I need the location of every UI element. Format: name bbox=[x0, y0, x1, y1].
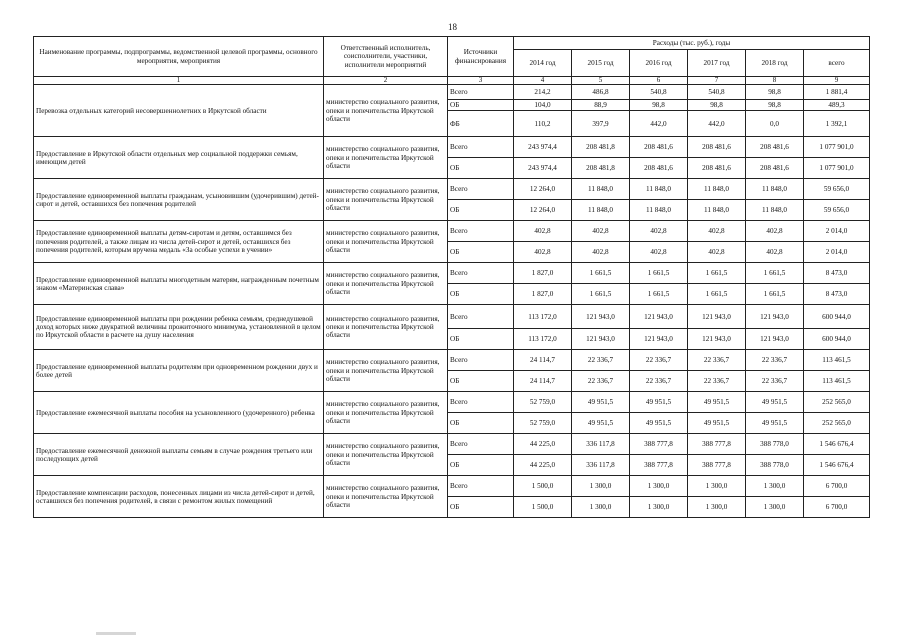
year-value: 121 943,0 bbox=[746, 329, 804, 350]
total-value: 59 656,0 bbox=[804, 200, 870, 221]
executor: министерство социального развития, опеки и попечительства Иркутской области bbox=[324, 137, 448, 179]
total-value: 6 700,0 bbox=[804, 497, 870, 518]
funding-source: Всего bbox=[448, 221, 514, 242]
year-value: 214,2 bbox=[514, 85, 572, 100]
year-value: 98,8 bbox=[746, 100, 804, 111]
year-value: 388 778,0 bbox=[746, 434, 804, 455]
year-value: 388 777,8 bbox=[688, 455, 746, 476]
table-row bbox=[34, 85, 870, 100]
year-value: 22 336,7 bbox=[572, 371, 630, 392]
funding-source: ОБ bbox=[448, 455, 514, 476]
activity-name: Предоставление ежемесячной денежной выплаты семьям в случае рождения третьего или последующих детей bbox=[34, 434, 324, 476]
funding-source: ОБ bbox=[448, 242, 514, 263]
year-value: 98,8 bbox=[688, 100, 746, 111]
activity-name: Предоставление единовременной выплаты многодетным матерям, награжденным почетным знаком «Материнская слава» bbox=[34, 263, 324, 305]
header-executor: Ответственный исполнитель, соисполнители, участники, исполнители мероприятий bbox=[324, 37, 448, 77]
year-value: 11 848,0 bbox=[688, 200, 746, 221]
funding-source: ОБ bbox=[448, 497, 514, 518]
year-value: 22 336,7 bbox=[688, 371, 746, 392]
year-value: 12 264,0 bbox=[514, 200, 572, 221]
year-value: 52 759,0 bbox=[514, 413, 572, 434]
year-value: 113 172,0 bbox=[514, 329, 572, 350]
total-value: 252 565,0 bbox=[804, 392, 870, 413]
table-row bbox=[34, 263, 870, 284]
total-value: 252 565,0 bbox=[804, 413, 870, 434]
activity-name: Предоставление в Иркутской области отдельных мер социальной поддержки семьям, имеющим детей bbox=[34, 137, 324, 179]
year-value: 113 172,0 bbox=[514, 305, 572, 329]
year-value: 1 500,0 bbox=[514, 476, 572, 497]
total-value: 59 656,0 bbox=[804, 179, 870, 200]
total-value: 600 944,0 bbox=[804, 305, 870, 329]
year-value: 1 661,5 bbox=[572, 263, 630, 284]
year-value: 98,8 bbox=[630, 100, 688, 111]
year-value: 208 481,6 bbox=[688, 137, 746, 158]
total-value: 2 014,0 bbox=[804, 242, 870, 263]
total-value: 489,3 bbox=[804, 100, 870, 111]
year-value: 1 300,0 bbox=[630, 476, 688, 497]
activity-name: Предоставление единовременной выплаты при рождении ребенка семьям, среднедушевой доход которых ниже двукратной величины прожиточного минимума, установленной в целом по Иркутской области в расчете на душу населения bbox=[34, 305, 324, 350]
year-value: 52 759,0 bbox=[514, 392, 572, 413]
year-value: 49 951,5 bbox=[688, 392, 746, 413]
year-value: 98,8 bbox=[746, 85, 804, 100]
year-value: 22 336,7 bbox=[572, 350, 630, 371]
year-value: 243 974,4 bbox=[514, 158, 572, 179]
total-value: 8 473,0 bbox=[804, 284, 870, 305]
year-value: 1 300,0 bbox=[688, 497, 746, 518]
executor: министерство социального развития, опеки и попечительства Иркутской области bbox=[324, 305, 448, 350]
year-value: 49 951,5 bbox=[688, 413, 746, 434]
year-value: 12 264,0 bbox=[514, 179, 572, 200]
year-value: 388 777,8 bbox=[688, 434, 746, 455]
year-value: 44 225,0 bbox=[514, 455, 572, 476]
total-value: 6 700,0 bbox=[804, 476, 870, 497]
year-value: 49 951,5 bbox=[572, 392, 630, 413]
executor: министерство социального развития, опеки и попечительства Иркутской области bbox=[324, 350, 448, 392]
year-value: 44 225,0 bbox=[514, 434, 572, 455]
year-value: 1 661,5 bbox=[630, 263, 688, 284]
year-value: 22 336,7 bbox=[746, 371, 804, 392]
year-value: 1 827,0 bbox=[514, 284, 572, 305]
year-value: 121 943,0 bbox=[630, 305, 688, 329]
year-value: 11 848,0 bbox=[630, 200, 688, 221]
year-value: 540,8 bbox=[688, 85, 746, 100]
funding-source: Всего bbox=[448, 263, 514, 284]
year-value: 388 777,8 bbox=[630, 455, 688, 476]
funding-source: ОБ bbox=[448, 158, 514, 179]
year-value: 402,8 bbox=[746, 221, 804, 242]
year-value: 1 300,0 bbox=[746, 497, 804, 518]
funding-source: ОБ bbox=[448, 371, 514, 392]
year-value: 402,8 bbox=[572, 221, 630, 242]
budget-table bbox=[33, 36, 870, 518]
year-value: 486,8 bbox=[572, 85, 630, 100]
year-value: 110,2 bbox=[514, 111, 572, 137]
year-value: 397,9 bbox=[572, 111, 630, 137]
year-value: 402,8 bbox=[688, 242, 746, 263]
year-value: 1 300,0 bbox=[746, 476, 804, 497]
funding-source: Всего bbox=[448, 392, 514, 413]
year-value: 121 943,0 bbox=[572, 305, 630, 329]
funding-source: Всего bbox=[448, 350, 514, 371]
year-value: 11 848,0 bbox=[746, 200, 804, 221]
funding-source: Всего bbox=[448, 137, 514, 158]
year-value: 208 481,8 bbox=[572, 158, 630, 179]
total-value: 2 014,0 bbox=[804, 221, 870, 242]
executor: министерство социального развития, опеки и попечительства Иркутской области bbox=[324, 179, 448, 221]
header-source: Источники финансирования bbox=[448, 37, 514, 77]
year-value: 24 114,7 bbox=[514, 350, 572, 371]
funding-source: Всего bbox=[448, 85, 514, 100]
header-year: 2015 год bbox=[572, 50, 630, 77]
year-value: 121 943,0 bbox=[688, 305, 746, 329]
table-row bbox=[34, 392, 870, 413]
column-number: 7 bbox=[688, 77, 746, 85]
funding-source: ОБ bbox=[448, 413, 514, 434]
funding-source: ОБ bbox=[448, 329, 514, 350]
year-value: 208 481,6 bbox=[630, 158, 688, 179]
year-value: 336 117,8 bbox=[572, 455, 630, 476]
funding-source: ОБ bbox=[448, 200, 514, 221]
column-number: 1 bbox=[34, 77, 324, 85]
year-value: 49 951,5 bbox=[630, 413, 688, 434]
year-value: 1 300,0 bbox=[572, 476, 630, 497]
year-value: 336 117,8 bbox=[572, 434, 630, 455]
column-number: 2 bbox=[324, 77, 448, 85]
year-value: 49 951,5 bbox=[746, 413, 804, 434]
year-value: 22 336,7 bbox=[746, 350, 804, 371]
year-value: 11 848,0 bbox=[630, 179, 688, 200]
funding-source: Всего bbox=[448, 476, 514, 497]
year-value: 388 777,8 bbox=[630, 434, 688, 455]
total-value: 1 546 676,4 bbox=[804, 455, 870, 476]
activity-name: Предоставление ежемесячной выплаты пособия на усыновленного (удочеренного) ребенка bbox=[34, 392, 324, 434]
year-value: 208 481,6 bbox=[746, 158, 804, 179]
table-row bbox=[34, 137, 870, 158]
year-value: 442,0 bbox=[630, 111, 688, 137]
year-value: 208 481,6 bbox=[746, 137, 804, 158]
executor: министерство социального развития, опеки и попечительства Иркутской области bbox=[324, 476, 448, 518]
year-value: 208 481,8 bbox=[572, 137, 630, 158]
funding-source: ОБ bbox=[448, 284, 514, 305]
total-value: 113 461,5 bbox=[804, 371, 870, 392]
total-value: 1 881,4 bbox=[804, 85, 870, 100]
activity-name: Предоставление компенсации расходов, понесенных лицами из числа детей-сирот и детей, оставшихся без попечения родителей, в связи с ремонтом жилых помещений bbox=[34, 476, 324, 518]
year-value: 121 943,0 bbox=[630, 329, 688, 350]
year-value: 402,8 bbox=[688, 221, 746, 242]
year-value: 388 778,0 bbox=[746, 455, 804, 476]
year-value: 1 300,0 bbox=[630, 497, 688, 518]
activity-name: Предоставление единовременной выплаты гражданам, усыновившим (удочерившим) детей-сирот и детей, оставшихся без попечения родителей bbox=[34, 179, 324, 221]
year-value: 11 848,0 bbox=[572, 200, 630, 221]
year-value: 104,0 bbox=[514, 100, 572, 111]
executor: министерство социального развития, опеки и попечительства Иркутской области bbox=[324, 221, 448, 263]
table-row bbox=[34, 434, 870, 455]
year-value: 1 661,5 bbox=[572, 284, 630, 305]
year-value: 243 974,4 bbox=[514, 137, 572, 158]
total-value: 600 944,0 bbox=[804, 329, 870, 350]
year-value: 540,8 bbox=[630, 85, 688, 100]
column-number: 8 bbox=[746, 77, 804, 85]
year-value: 402,8 bbox=[572, 242, 630, 263]
scan-mark bbox=[96, 632, 136, 635]
table-row bbox=[34, 350, 870, 371]
year-value: 11 848,0 bbox=[688, 179, 746, 200]
year-value: 402,8 bbox=[630, 242, 688, 263]
year-value: 11 848,0 bbox=[746, 179, 804, 200]
header-year: 2018 год bbox=[746, 50, 804, 77]
funding-source: Всего bbox=[448, 179, 514, 200]
column-number: 5 bbox=[572, 77, 630, 85]
activity-name: Предоставление единовременной выплаты детям-сиротам и детям, оставшимся без попечения родителей, а также лицам из числа детей-сирот и детей, оставшихся без попечения родителей, которым вручена медаль «За особые успехи в учении» bbox=[34, 221, 324, 263]
year-value: 49 951,5 bbox=[572, 413, 630, 434]
year-value: 22 336,7 bbox=[688, 350, 746, 371]
activity-name: Перевозка отдельных категорий несовершеннолетних в Иркутской области bbox=[34, 85, 324, 137]
funding-source: ФБ bbox=[448, 111, 514, 137]
funding-source: Всего bbox=[448, 434, 514, 455]
page-number: 18 bbox=[448, 22, 457, 32]
year-value: 49 951,5 bbox=[630, 392, 688, 413]
header-year: 2014 год bbox=[514, 50, 572, 77]
header-total: всего bbox=[804, 50, 870, 77]
year-value: 1 661,5 bbox=[746, 263, 804, 284]
year-value: 1 661,5 bbox=[688, 284, 746, 305]
year-value: 402,8 bbox=[514, 242, 572, 263]
header-year: 2016 год bbox=[630, 50, 688, 77]
year-value: 121 943,0 bbox=[572, 329, 630, 350]
column-number: 4 bbox=[514, 77, 572, 85]
header-name: Наименование программы, подпрограммы, ведомственной целевой программы, основного мероприятия, мероприятия bbox=[34, 37, 324, 77]
year-value: 1 500,0 bbox=[514, 497, 572, 518]
year-value: 1 661,5 bbox=[746, 284, 804, 305]
year-value: 402,8 bbox=[630, 221, 688, 242]
header-year: 2017 год bbox=[688, 50, 746, 77]
year-value: 1 661,5 bbox=[630, 284, 688, 305]
year-value: 121 943,0 bbox=[746, 305, 804, 329]
year-value: 0,0 bbox=[746, 111, 804, 137]
year-value: 402,8 bbox=[746, 242, 804, 263]
year-value: 1 300,0 bbox=[688, 476, 746, 497]
year-value: 1 300,0 bbox=[572, 497, 630, 518]
table-row bbox=[34, 476, 870, 497]
executor: министерство социального развития, опеки и попечительства Иркутской области bbox=[324, 434, 448, 476]
year-value: 1 661,5 bbox=[688, 263, 746, 284]
year-value: 24 114,7 bbox=[514, 371, 572, 392]
year-value: 88,9 bbox=[572, 100, 630, 111]
year-value: 49 951,5 bbox=[746, 392, 804, 413]
total-value: 1 392,1 bbox=[804, 111, 870, 137]
table-row bbox=[34, 305, 870, 329]
year-value: 442,0 bbox=[688, 111, 746, 137]
column-number: 6 bbox=[630, 77, 688, 85]
year-value: 208 481,6 bbox=[630, 137, 688, 158]
year-value: 402,8 bbox=[514, 221, 572, 242]
year-value: 11 848,0 bbox=[572, 179, 630, 200]
funding-source: Всего bbox=[448, 305, 514, 329]
year-value: 208 481,6 bbox=[688, 158, 746, 179]
table-row bbox=[34, 221, 870, 242]
executor: министерство социального развития, опеки и попечительства Иркутской области bbox=[324, 85, 448, 137]
activity-name: Предоставление единовременной выплаты родителям при одновременном рождении двух и более детей bbox=[34, 350, 324, 392]
table-row bbox=[34, 179, 870, 200]
table-body bbox=[34, 85, 870, 518]
year-value: 1 827,0 bbox=[514, 263, 572, 284]
year-value: 121 943,0 bbox=[688, 329, 746, 350]
total-value: 1 546 676,4 bbox=[804, 434, 870, 455]
column-number: 3 bbox=[448, 77, 514, 85]
funding-source: ОБ bbox=[448, 100, 514, 111]
executor: министерство социального развития, опеки и попечительства Иркутской области bbox=[324, 263, 448, 305]
total-value: 8 473,0 bbox=[804, 263, 870, 284]
year-value: 22 336,7 bbox=[630, 350, 688, 371]
header-expenses: Расходы (тыс. руб.), годы bbox=[514, 37, 870, 50]
year-value: 22 336,7 bbox=[630, 371, 688, 392]
total-value: 113 461,5 bbox=[804, 350, 870, 371]
total-value: 1 077 901,0 bbox=[804, 137, 870, 158]
total-value: 1 077 901,0 bbox=[804, 158, 870, 179]
executor: министерство социального развития, опеки и попечительства Иркутской области bbox=[324, 392, 448, 434]
column-number: 9 bbox=[804, 77, 870, 85]
